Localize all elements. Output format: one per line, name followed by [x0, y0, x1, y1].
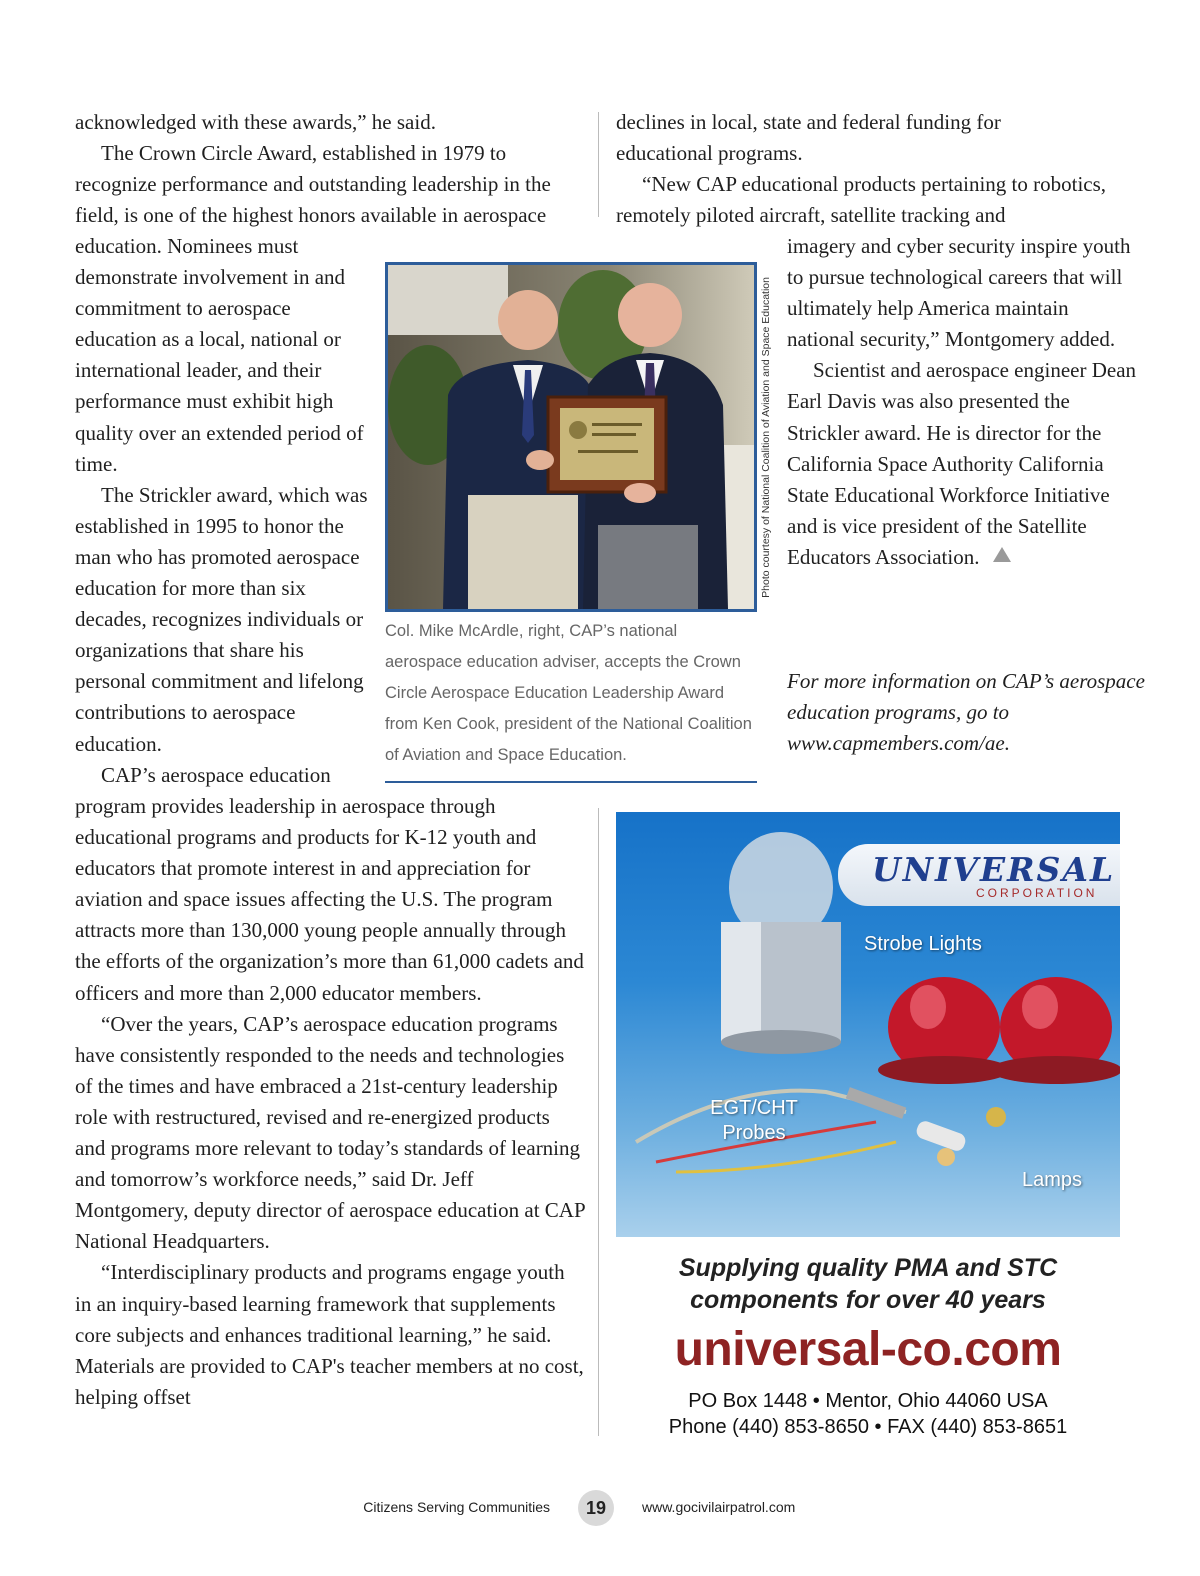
ad-brand-logo: UNIVERSAL	[872, 850, 1116, 889]
end-mark-triangle-icon	[993, 547, 1011, 562]
left-column-narrow	[75, 231, 375, 791]
photo-caption: Col. Mike McArdle, right, CAP’s national aerospace education adviser, accepts the Crown Circle Aerospace Education Leadership Award from Ken Cook, president of the National Coalition of Aviation and Space Education.	[385, 616, 757, 783]
left-column-bottom	[75, 791, 585, 1413]
paragraph: acknowledged with these awards,” he said.	[75, 110, 436, 134]
right-column-narrow	[787, 231, 1137, 573]
right-column-top	[616, 107, 1136, 231]
left-column-top	[75, 107, 585, 231]
more-info-note: For more information on CAP’s aerospace education programs, go to www.capmembers.com/ae.	[787, 669, 1145, 756]
ad-brand-sub: CORPORATION	[976, 886, 1098, 900]
paragraph-text: Scientist and aerospace engineer Dean Earl Davis was also presented the Strickler award. He is director for the California Space Authority California State Educational Workforce Initiative and is vice president of the Satellite Educators Association.	[787, 358, 1137, 569]
column-divider	[598, 808, 599, 1436]
paragraph: “Interdisciplinary products and programs engage youth in an inquiry-based learning framework that supplements core subjects and enhances traditional learning,” he said. Materials are provided to CAP's teacher members at no cost, helping offset	[75, 1260, 584, 1409]
universal-corporation-ad	[616, 812, 1120, 1452]
paragraph: “Over the years, CAP’s aerospace education programs have consistently responded to the needs and technologies of the times and have embraced a 21st-century leadership role with restructured, revised and re-energized products and programs more relevant to today’s standards of learning and tomorrow’s workforce needs,” said Dr. Jeff Montgomery, deputy director of aerospace education at CAP National Headquarters.	[75, 1011, 585, 1254]
footer-publication-tagline: Citizens Serving Communities	[363, 1499, 550, 1515]
ad-address	[616, 1388, 1120, 1440]
paragraph	[787, 355, 1137, 573]
footer-website[interactable]: www.gocivilairpatrol.com	[642, 1499, 796, 1515]
paragraph: declines in local, state and federal funding for educational programs.	[616, 110, 1001, 166]
photo-credit-text: Photo courtesy of National Coalition of Aviation and Space Education	[760, 276, 772, 598]
ad-tagline-line2: components for over 40 years	[690, 1286, 1046, 1314]
ad-label-probes	[704, 1096, 804, 1146]
ad-label-strobe: Strobe Lights	[864, 933, 982, 955]
award-photo-image	[388, 265, 754, 609]
ad-address-line2: Phone (440) 853-8650 • FAX (440) 853-8651	[668, 1416, 1068, 1438]
ad-label-probes-line1: EGT/CHT	[710, 1097, 798, 1119]
page-number: 19	[578, 1490, 614, 1526]
photo-credit	[757, 262, 775, 612]
paragraph: education. Nominees must demonstrate involvement in and commitment to aerospace education as a local, national or international leader, and their performance must exhibit high quality over an extended period of time.	[75, 234, 364, 476]
ad-product-photo	[616, 812, 1120, 1237]
ad-label-lamps: Lamps	[1022, 1169, 1083, 1191]
column-divider	[598, 112, 599, 217]
paragraph: CAP’s aerospace education	[101, 762, 331, 787]
ad-address-line1: PO Box 1448 • Mentor, Ohio 44060 USA	[688, 1390, 1048, 1412]
ad-tagline	[616, 1252, 1120, 1316]
paragraph: The Crown Circle Award, established in 1979 to recognize performance and outstanding leadership in the field, is one of the highest honors available in aerospace	[75, 141, 551, 228]
ad-label-probes-line2: Probes	[722, 1122, 786, 1144]
paragraph: imagery and cyber security inspire youth to pursue technological careers that will ultimately help America maintain national security,” Montgomery added.	[787, 234, 1131, 352]
award-photo	[385, 262, 757, 612]
ad-tagline-line1: Supplying quality PMA and STC	[678, 1254, 1058, 1282]
ad-website[interactable]: universal-co.com	[674, 1323, 1062, 1376]
paragraph: “New CAP educational products pertaining to robotics, remotely piloted aircraft, satellite tracking and	[616, 172, 1107, 228]
paragraph: program provides leadership in aerospace through educational programs and products for K-12 youth and educators that promote interest in and appreciation for aviation and space issues affecting the U.S. The program attracts more than 130,000 young people annually through the efforts of the organization’s more than 61,000 cadets and officers and more than 2,000 educator members.	[75, 794, 584, 1005]
paragraph: The Strickler award, which was established in 1995 to honor the man who has promoted aerospace education for more than six decades, recognizes individuals or organizations that share his personal commitment and lifelong contributions to aerospace education.	[75, 482, 368, 756]
